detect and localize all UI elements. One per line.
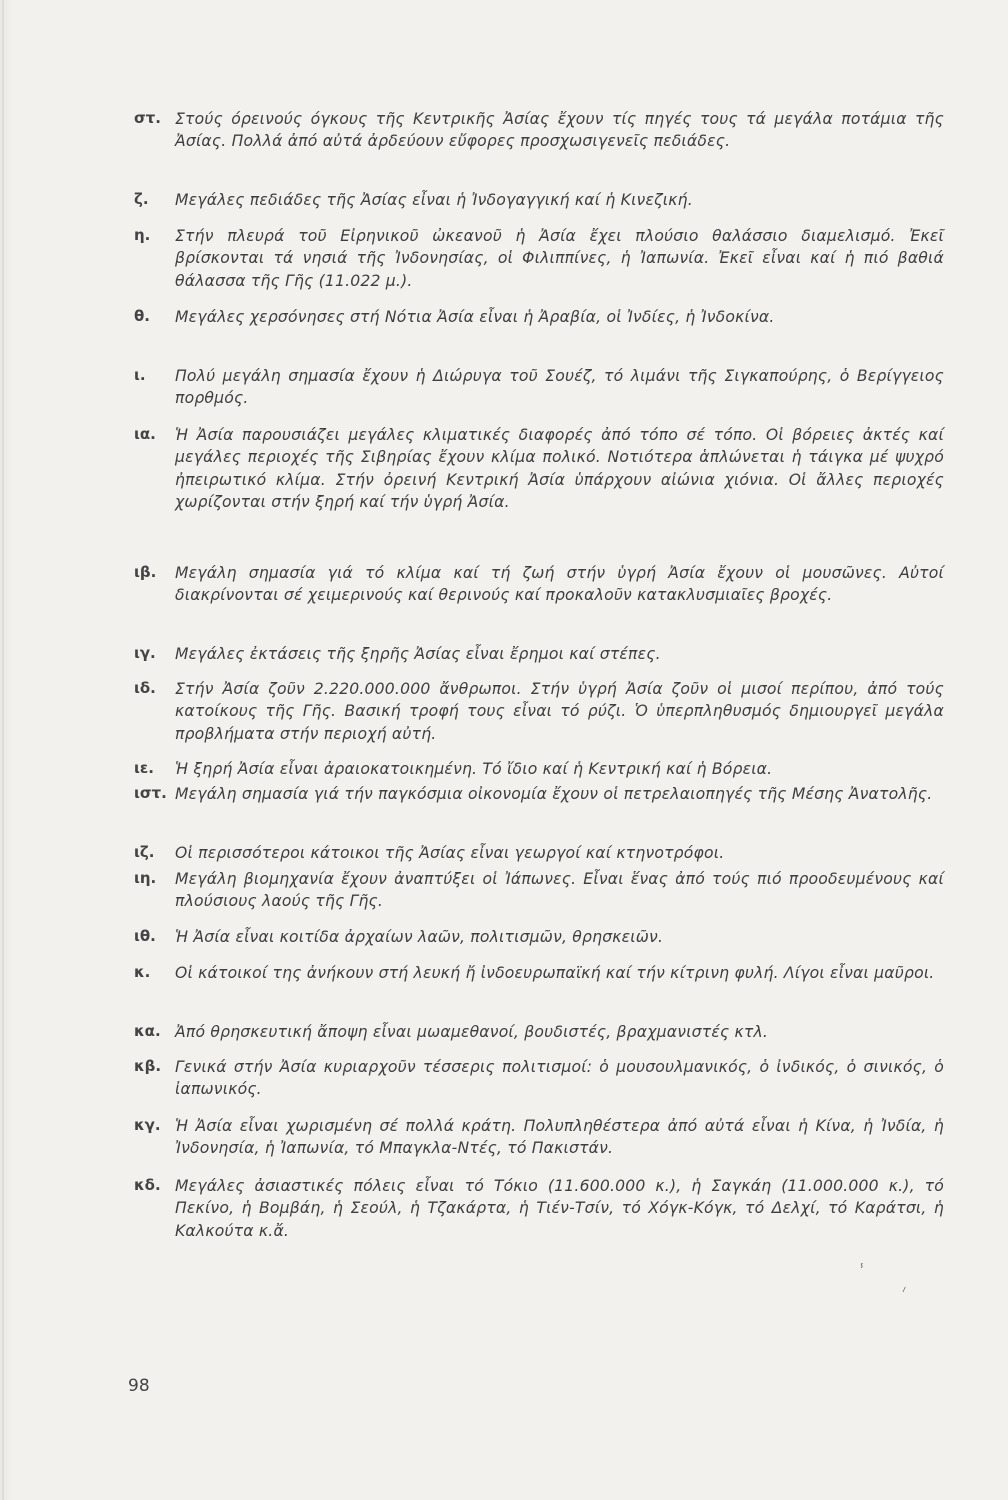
entry-kg	[134, 1115, 944, 1160]
entry-text: Οἱ κάτοικοί της ἀνήκουν στή λευκή ἤ ἰνδοευρωπαϊκή καί τήν κίτρινη φυλή. Λίγοι εἶναι μαῦροι.	[175, 964, 935, 982]
pencil-stroke-icon: ⸝	[897, 1279, 909, 1295]
entry-label: ι.	[134, 366, 146, 384]
entry-ia	[134, 424, 944, 514]
entry-kd	[134, 1175, 944, 1242]
entry-ig	[134, 643, 944, 665]
entry-text: Ἡ ξηρή Ἀσία εἶναι ἀραιοκατοικημένη. Τό ἴδιο καί ἡ Κεντρική καί ἡ Βόρεια.	[175, 760, 773, 778]
entry-label: ιθ.	[134, 927, 156, 945]
entry-label: στ.	[134, 109, 161, 127]
entry-label: ια.	[134, 425, 156, 443]
entry-text: Ἡ Ἀσία παρουσιάζει μεγάλες κλιματικές διαφορές ἀπό τόπο σέ τόπο. Οἱ βόρειες ἀκτές καί μεγάλες περιοχές τῆς Σιβηρίας ἔχουν κλίμα πολικό. Νοτιότερα ἁπλώνεται ἡ τάιγκα μέ ψυχρό ἠπειρωτικό κλίμα. Στήν ὀρεινή Κεντρική Ἀσία ὑπάρχουν αἰώνια χιόνια. Οἱ ἄλλες περιοχές χωρίζονται στήν ξηρή καί τήν ὑγρή Ἀσία.	[175, 426, 944, 512]
binding-edge	[2, 0, 4, 1500]
entry-ka	[134, 1021, 944, 1043]
entry-ist	[134, 783, 944, 805]
entry-label: θ.	[134, 307, 151, 325]
entry-label: ιε.	[134, 759, 154, 777]
entry-label: ιβ.	[134, 563, 157, 581]
entry-label: ιζ.	[134, 843, 155, 861]
entry-text: Μεγάλες χερσόνησες στή Νότια Ἀσία εἶναι ἡ Ἀραβία, οἱ Ἰνδίες, ἡ Ἰνδοκίνα.	[175, 308, 775, 326]
entry-text: Στούς όρεινούς όγκους τῆς Κεντρικῆς Ἀσίας ἔχουν τίς πηγές τους τά μεγάλα ποτάμια τῆς Ἀσίας. Πολλά ἀπό αὐτά ἀρδεύουν εὔφορες προσχωσιγενεῖς πεδιάδες.	[175, 110, 944, 151]
entry-text: Μεγάλη σημασία γιά τό κλίμα καί τή ζωή στήν ὑγρή Ἀσία ἔχουν οἱ μουσῶνες. Αὐτοί διακρίνονται σέ χειμερινούς καί θερινούς καί προκαλοῦν κατακλυσμιαῖες βροχές.	[175, 564, 944, 605]
entry-i	[134, 365, 944, 410]
entry-itheta	[134, 926, 944, 948]
entry-ie	[134, 758, 944, 780]
entry-label: η.	[134, 226, 151, 244]
pencil-mark-icon: ⸯ	[858, 1265, 866, 1280]
page-number: 98	[128, 1376, 150, 1396]
entry-label: ιδ.	[134, 679, 156, 697]
entry-label: ζ.	[134, 190, 149, 208]
entry-text: Ἡ Ἀσία εἶναι κοιτίδα ἀρχαίων λαῶν, πολιτισμῶν, θρησκειῶν.	[175, 928, 664, 946]
entry-ieta	[134, 868, 944, 913]
entry-eta	[134, 225, 944, 292]
entry-label: κδ.	[134, 1176, 161, 1194]
entry-z	[134, 189, 944, 211]
entry-kb	[134, 1056, 944, 1101]
entry-label: κ.	[134, 963, 151, 981]
entry-text: Μεγάλες ἀσιαστικές πόλεις εἶναι τό Τόκιο (11.600.000 κ.), ἡ Σαγκάη (11.000.000 κ.), τό Πεκίνο, ἡ Βομβάη, ἡ Σεούλ, ἡ Τζακάρτα, ἡ Τιέν-Τσίν, τό Χόγκ-Κόγκ, τό Δελχί, τό Καράτσι, ἡ Καλκούτα κ.ἄ.	[175, 1177, 944, 1240]
entry-iz	[134, 842, 944, 864]
entry-text: Στήν πλευρά τοῦ Εἰρηνικοῦ ὠκεανοῦ ἡ Ἀσία ἔχει πλούσιο θαλάσσιο διαμελισμό. Ἐκεῖ βρίσκονται τά νησιά τῆς Ἰνδονησίας, οἱ Φιλιππίνες, ἡ Ἰαπωνία. Ἐκεῖ εἶναι καί ἡ πιό βαθιά θάλασσα τῆς Γῆς (11.022 μ.).	[175, 227, 944, 290]
entry-text: Πολύ μεγάλη σημασία ἔχουν ἡ Διώρυγα τοῦ Σουέζ, τό λιμάνι τῆς Σιγκαπούρης, ὁ Βερίγγειος πορθμός.	[175, 367, 944, 408]
entry-label: ιγ.	[134, 644, 156, 662]
entry-text: Μεγάλες πεδιάδες τῆς Ἀσίας εἶναι ἡ Ἰνδογαγγική καί ἡ Κινεζική.	[175, 191, 693, 209]
entry-text: Ἀπό θρησκευτική ἄποψη εἶναι μωαμεθανοί, βουδιστές, βραχμανιστές κτλ.	[175, 1023, 769, 1041]
entry-label: ιστ.	[134, 784, 167, 802]
entry-text: Οἱ περισσότεροι κάτοικοι τῆς Ἀσίας εἶναι γεωργοί καί κτηνοτρόφοι.	[175, 844, 725, 862]
entry-ib	[134, 562, 944, 607]
entry-label: κα.	[134, 1022, 161, 1040]
entry-text: Μεγάλες ἐκτάσεις τῆς ξηρῆς Ἀσίας εἶναι ἔρημοι καί στέπες.	[175, 645, 661, 663]
entry-text: Μεγάλη σημασία γιά τήν παγκόσμια οἰκονομία ἔχουν οἱ πετρελαιοπηγές τῆς Μέσης Ἀνατολῆς.	[175, 785, 933, 803]
entry-text: Ἡ Ἀσία εἶναι χωρισμένη σέ πολλά κράτη. Πολυπληθέστερα ἀπό αὐτά εἶναι ἡ Κίνα, ἡ Ἰνδία, ἡ Ἰνδονησία, ἡ Ἰαπωνία, τό Μπαγκλα-Ντές, τό Πακιστάν.	[175, 1117, 944, 1158]
entry-label: ιη.	[134, 869, 157, 887]
entry-text: Γενικά στήν Ἀσία κυριαρχοῦν τέσσερις πολιτισμοί: ὁ μουσουλμανικός, ὁ ἰνδικός, ὁ σινικός, ὁ ἰαπωνικός.	[175, 1058, 944, 1099]
entry-text: Μεγάλη βιομηχανία ἔχουν ἀναπτύξει οἱ Ἰάπωνες. Εἶναι ἕνας ἀπό τούς πιό προοδευμένους καί πλούσιους λαούς τῆς Γῆς.	[175, 870, 944, 911]
entry-st	[134, 108, 944, 153]
entry-theta	[134, 306, 944, 328]
entry-text: Στήν Ἀσία ζοῦν 2.220.000.000 ἄνθρωποι. Στήν ὑγρή Ἀσία ζοῦν οἱ μισοί περίπου, ἀπό τούς κατοίκους τῆς Γῆς. Βασική τροφή τους εἶναι τό ρύζι. Ὁ ὑπερπληθυσμός δημιουργεῖ μεγάλα προβλήματα στήν περιοχή αὐτή.	[175, 680, 944, 743]
entry-id	[134, 678, 944, 745]
entry-label: κβ.	[134, 1057, 162, 1075]
entry-label: κγ.	[134, 1116, 161, 1134]
entry-k	[134, 962, 944, 984]
